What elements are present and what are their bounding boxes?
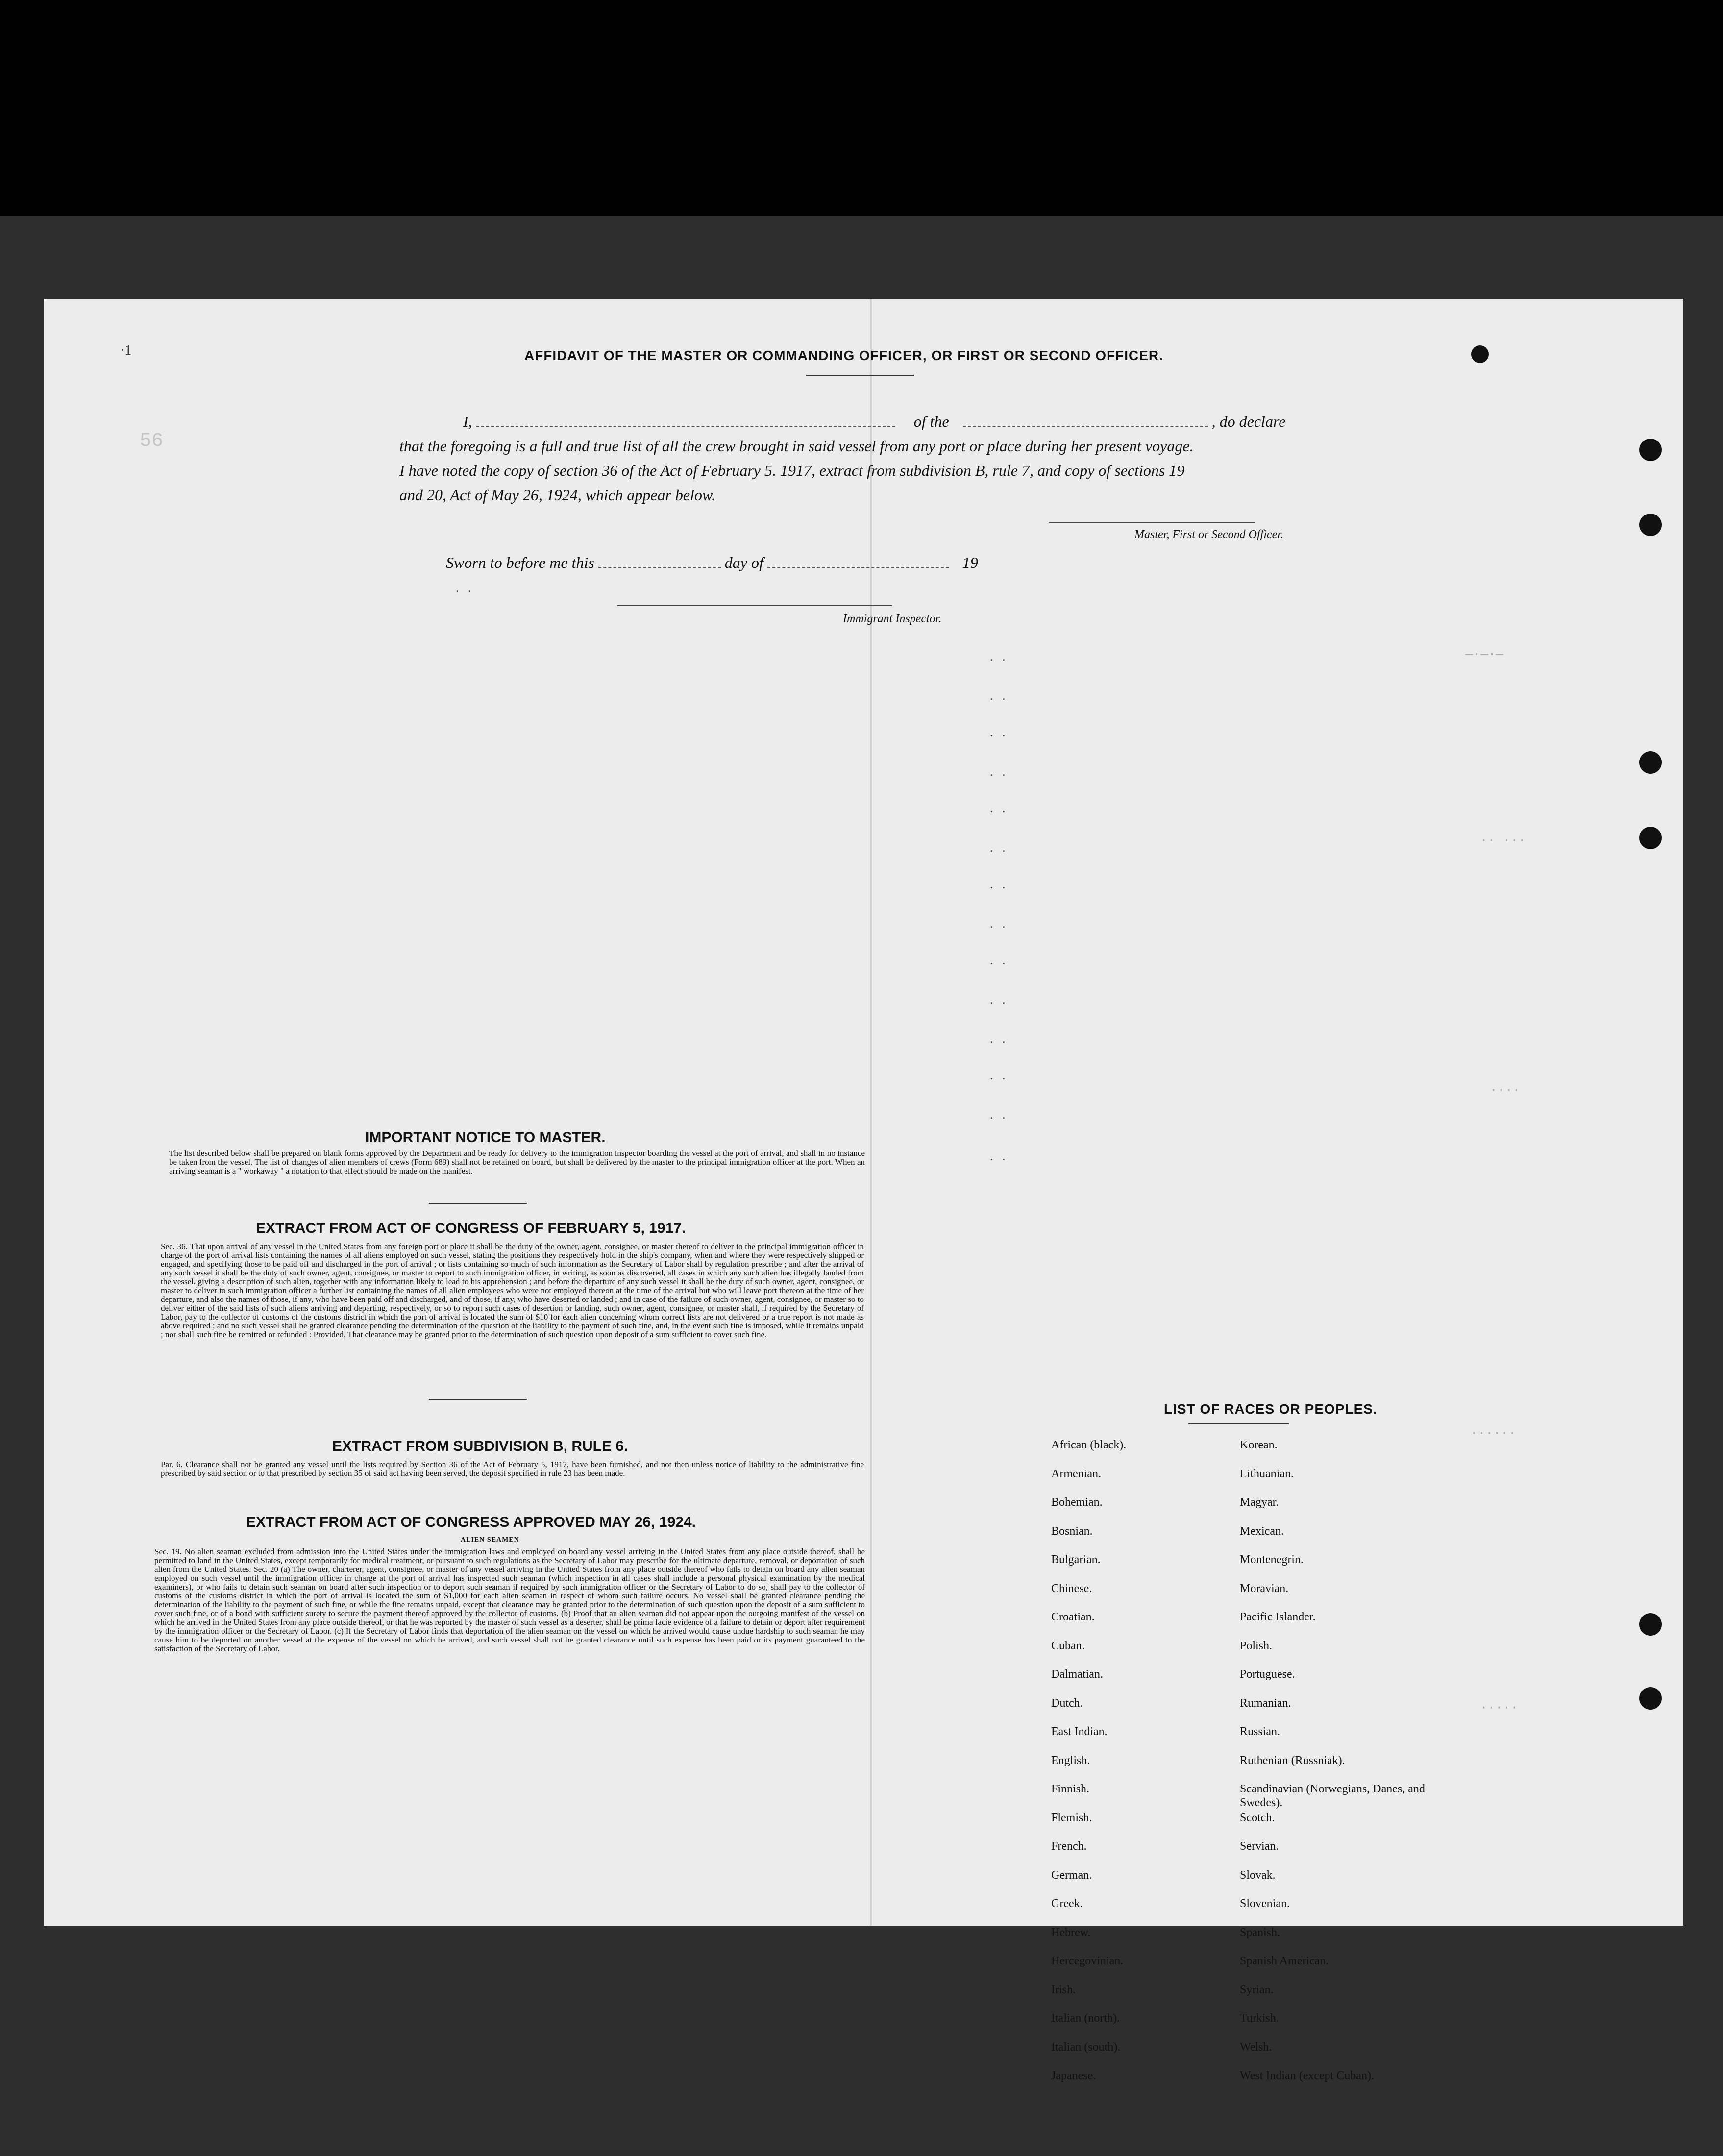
race-item: Lithuanian. [1240,1467,1294,1480]
affidavit-line-4: and 20, Act of May 26, 1924, which appear below. [399,486,715,504]
race-item: Croatian. [1051,1611,1095,1623]
faint-mark: . . [990,725,1009,739]
do-declare-label: , do declare [1211,413,1286,430]
race-item: Dalmatian. [1051,1668,1103,1681]
faint-mark: . . [990,1107,1009,1122]
race-item: Finnish. [1051,1783,1090,1795]
faint-mark: . . [990,1068,1009,1082]
faint-mark: . . [990,992,1009,1006]
rule6-title: EXTRACT FROM SUBDIVISION B, RULE 6. [332,1438,628,1454]
extract-1924-body: Sec. 19. No alien seaman excluded from admission into the United States under the immigration laws and employed on board any vessel arriving in the United States from any place outside thereof, shall be permitted to land in the United States, except temporarily for medical treatment, or pursuant to such regulations as the Secretary of Labor may prescribe for the ultimate departure, removal, or deportation of such alien from the United States. Sec. 20 (a) The owner, charterer, agent, consignee, or master of any vessel arriving in the United States from any place outside thereof who fails to detain on board any alien seaman employed on such vessel until the immigration officer in charge at the port of arrival has inspected such seaman (which inspection in all cases shall include a personal physical examination by the medical examiners), or who fails to detain such seaman on board after such inspection or to deport such seaman if required by such immigration officer or the Secretary of Labor to do so, shall pay to the collector of customs of the customs district in which the port of arrival is located the sum of $1,000 for each alien seaman in respect of whom such failure occurs. No vessel shall be granted clearance pending the determination of the liability to the payment of such fine, or while the fine remains unpaid, except that clearance may be granted prior to the determination of such question upon the deposit of a sum sufficient to cover such fine, or of a bond with sufficient surety to secure the payment thereof approved by the collector of customs. (b) Proof that an alien seaman did not appear upon the outgoing manifest of the vessel on which he arrived in the United States from any place outside thereof, or that he was reported by the master of such vessel as a deserter, shall be prima facie evidence of a failure to detain or deport after requirement by the immigration officer or the Secretary of Labor. (c) If the Secretary of Labor finds that deportation of the alien seaman on the vessel on which he arrived would cause undue hardship to such seaman he may cause him to be deported on another vessel at the expense of the vessel on which he arrived, and such vessel shall not be granted clearance until such expense has been paid or its payment guaranteed to the satisfaction of the Secretary of Labor. [154,1547,865,1653]
race-item: Moravian. [1240,1582,1289,1595]
faint-mark: . . [990,953,1009,967]
sworn-label: Sworn to before me this [446,554,594,571]
of-the-label: of the [913,413,949,430]
race-item: Ruthenian (Russniak). [1240,1754,1345,1767]
affidavit-line-1 [463,413,1285,431]
title-rule [806,375,914,376]
race-item: Pacific Islander. [1240,1611,1316,1623]
race-item: Korean. [1240,1439,1278,1451]
race-item: Montenegrin. [1240,1553,1304,1566]
race-item: Mexican. [1240,1524,1284,1538]
race-item: West Indian (except Cuban). [1240,2069,1374,2082]
race-item: Slovak. [1240,1868,1276,1882]
faint-mark: . . [990,801,1009,815]
race-item: Welsh. [1240,2040,1272,2054]
race-item: Italian (south). [1051,2040,1121,2054]
affidavit-line-2: that the foregoing is a full and true list of all the crew brought in said vessel from any port or place during her present voyage. [399,437,1194,455]
race-item: Bosnian. [1051,1524,1093,1538]
affidavit-title: AFFIDAVIT OF THE MASTER OR COMMANDING OFFICER, OR FIRST OR SECOND OFFICER. [524,348,1163,363]
race-item: Portuguese. [1240,1668,1295,1681]
faint-mark: . . [990,688,1009,703]
punch-hole [1639,827,1662,849]
race-item: African (black). [1051,1439,1127,1451]
faint-mark: . . [990,840,1009,855]
race-item: Irish. [1051,1983,1076,1996]
faint-text: ·· ··· [1480,833,1526,848]
race-item: Cuban. [1051,1639,1085,1652]
punch-hole [1639,439,1662,461]
race-item: Rumanian. [1240,1696,1291,1710]
race-item: Dutch. [1051,1696,1083,1710]
race-item: Magyar. [1240,1496,1279,1509]
race-item: Turkish. [1240,2012,1279,2025]
stray-dots: . . [456,581,474,595]
sworn-day-blank[interactable] [598,556,721,568]
sworn-line [446,554,978,572]
race-item: Japanese. [1051,2069,1096,2082]
faint-text: —·—·— [1465,647,1504,662]
rule6-body: Par. 6. Clearance shall not be granted any vessel until the lists required by Section 36 of the Act of February 5, 1917, have been furnished, and not then unless notice of liability to the administrative fine prescribed by said section or to that prescribed by section 35 of said act having been served, the deposit specified in rule 23 has been made. [161,1460,864,1478]
punch-hole [1639,1613,1662,1636]
race-item: Russian. [1240,1725,1280,1738]
race-item: Hebrew. [1051,1926,1091,1939]
race-item: Flemish. [1051,1811,1092,1824]
vessel-name-blank[interactable] [963,415,1208,427]
faint-mark: . . [990,877,1009,891]
faint-mark: . . [990,1031,1009,1046]
extract-1917-rule [429,1399,527,1400]
master-name-blank[interactable] [476,415,895,427]
race-item: Italian (north). [1051,2012,1120,2025]
punch-hole [1639,751,1662,774]
race-item: Spanish. [1240,1926,1280,1939]
faint-text: ···· [1490,1083,1521,1098]
punch-hole [1639,1687,1662,1710]
faint-text: ····· [1480,1700,1519,1715]
race-item: Slovenian. [1240,1897,1290,1910]
races-left-column [1051,1438,1228,2098]
race-item: German. [1051,1868,1092,1882]
inspector-signature-line[interactable] [617,605,892,606]
faint-mark: . . [990,649,1009,663]
extract-1917-body: Sec. 36. That upon arrival of any vessel in the United States from any foreign port or place it shall be the duty of the owner, agent, consignee, or master thereof to deliver to the principal immigration officer in charge of the port of arrival lists containing the names of all aliens employed on such vessel, stating the positions they respectively hold in the ship's company, when and where they were respectively shipped or engaged, and specifying those to be paid off and discharged in the port of arrival ; or lists containing so much of such information as the Secretary of Labor shall by regulation prescribe ; and after the arrival of any such vessel it shall be the duty of such owner, agent, consignee, or master to report to such immigration officer, in writing, as soon as discovered, all cases in which any such alien has illegally landed from the vessel, giving a description of such alien, together with any information likely to lead to his apprehension ; and before the departure of any such vessel it shall be the duty of such owner, agent, consignee, or master to deliver to such immigration officer a further list containing the names of all alien employees who were not employed thereon at the time of the arrival but who will leave port thereon at the time of her departure, and also the names of those, if any, who have been paid off and discharged, and of those, if any, who have deserted or landed ; and in case of the failure of such owner, agent, consignee, or master so to deliver either of the said lists of such aliens arriving and departing, respectively, or so to report such cases of desertion or landing, such owner, agent, consignee, or master shall, if required by the Secretary of Labor, pay to the collector of customs of the customs district in which the port of arrival is located the sum of $10 for each alien concerning whom correct lists are not delivered or a true report is not made as above required ; and no such vessel shall be granted clearance pending the determination of the question of the liability to the payment of such fine, and, in the event such fine is imposed, while it remains unpaid ; nor shall such fine be remitted or refunded : Provided, That clearance may be granted prior to the determination of such question upon deposit of a sum sufficient to cover such fine. [161,1242,864,1339]
faint-text: ······ [1470,1426,1516,1441]
race-item: Hercegovinian. [1051,1955,1124,1967]
races-title: LIST OF RACES OR PEOPLES. [1164,1401,1378,1417]
races-rule [1188,1423,1289,1424]
year-label: 19 [962,554,978,571]
race-item: Syrian. [1240,1983,1274,1996]
manifest-sheet [44,299,1683,2082]
fold-line [870,299,872,1926]
master-caption: Master, First or Second Officer. [1134,528,1283,541]
race-item: Bulgarian. [1051,1553,1101,1566]
important-notice-body: The list described below shall be prepared on blank forms approved by the Department and be ready for delivery to the immigration inspector boarding the vessel at the port of arrival, and shall in no instance be taken from the vessel. The list of changes of alien members of crews (Form 689) shall not be retained on board, but shall be delivered by the master to the principal immigration officer at the port. When an arriving seaman is a " workaway " a notation to that effect should be made on the manifest. [169,1149,865,1176]
faint-mark: . . [990,1149,1009,1163]
punch-hole [1639,514,1662,536]
affidavit-i-label: I, [463,413,472,430]
important-notice-title: IMPORTANT NOTICE TO MASTER. [365,1129,606,1146]
corner-mark: ·1 [120,343,132,358]
affidavit-line-3: I have noted the copy of section 36 of the Act of February 5. 1917, extract from subdivision B, rule 7, and copy of sections 19 [399,462,1185,479]
day-of-label: day of [724,554,763,571]
extract-1924-title: EXTRACT FROM ACT OF CONGRESS APPROVED MAY 26, 1924. [246,1514,696,1530]
notice-rule [429,1203,527,1204]
faint-mark: . . [990,916,1009,931]
sworn-month-blank[interactable] [767,556,949,568]
inspector-caption: Immigrant Inspector. [843,612,942,625]
punch-hole [1471,345,1489,363]
extract-1924-subtitle: ALIEN SEAMEN [461,1536,519,1544]
race-item: Polish. [1240,1639,1273,1652]
race-item: Scandinavian (Norwegians, Danes, and Swedes). [1240,1783,1425,1809]
races-right-column [1240,1438,1446,2098]
race-item: East Indian. [1051,1725,1108,1738]
race-item: English. [1051,1754,1090,1767]
faint-mark: . . [990,764,1009,779]
race-item: Spanish American. [1240,1955,1329,1967]
master-signature-line[interactable] [1049,522,1255,523]
race-item: Scotch. [1240,1811,1275,1824]
race-item: Greek. [1051,1897,1083,1910]
race-item: French. [1051,1840,1087,1853]
race-item: Armenian. [1051,1467,1101,1480]
race-item: Chinese. [1051,1582,1092,1595]
extract-1917-title: EXTRACT FROM ACT OF CONGRESS OF FEBRUARY 5, 1917. [256,1220,686,1236]
race-item: Bohemian. [1051,1496,1103,1509]
race-item: Servian. [1240,1840,1279,1853]
faint-page-number: 56 [140,430,164,452]
